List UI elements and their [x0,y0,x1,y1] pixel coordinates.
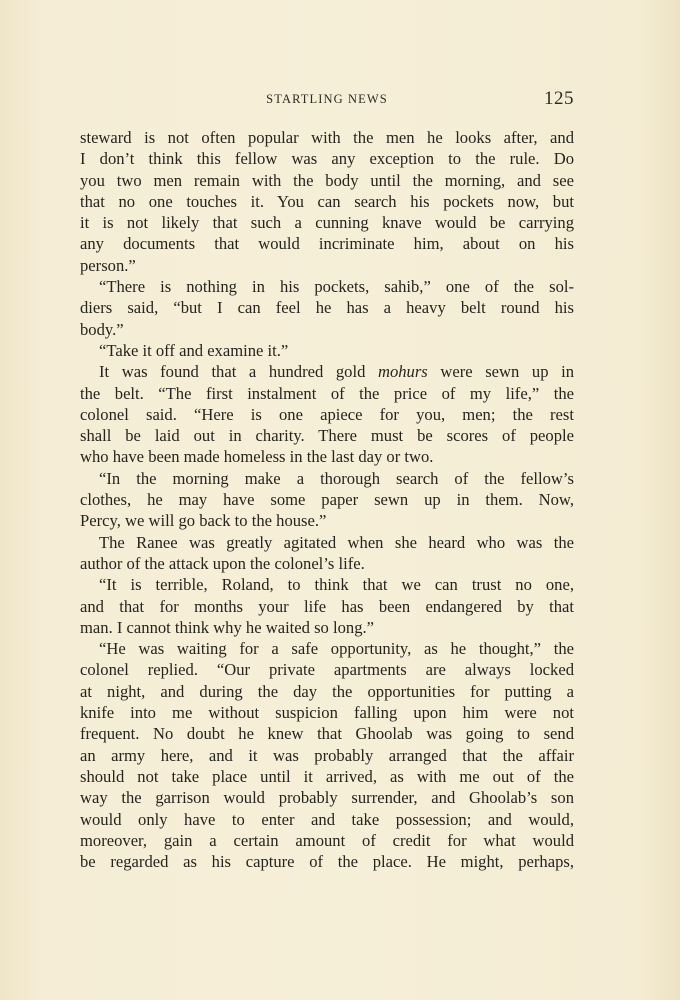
body-text [80,127,574,872]
text-line: any documents that would incriminate him, about on his [80,234,574,254]
text-line: colonel replied. “Our private apartments are always locked [80,660,574,680]
running-header [80,88,574,112]
text-line: steward is not often popular with the men he looks after, and [80,128,574,147]
text-line: “There is nothing in his pockets, sahib,” one of the sol- [99,277,574,297]
text-line: diers said, “but I can feel he has a heavy belt round his [80,298,574,318]
text-line: man. I cannot think why he waited so long.” [80,617,375,637]
text-line: colonel said. “Here is one apiece for you, men; the rest [80,404,574,424]
text-line: and that for months your life has been endangered by that [80,596,574,616]
text-line: body.” [80,319,124,339]
italic-word: mohurs [377,362,428,382]
text-line: It was found that a hundred gold mohurs were sewn up in [99,362,574,382]
text-line: shall be laid out in charity. There must be scores of people [80,426,574,446]
text-line: should not take place until it arrived, as with me out of the [80,766,574,786]
text-line: author of the attack upon the colonel’s life. [80,553,365,573]
text-line: knife into me without suspicion falling upon him were not [80,703,574,723]
text-line: who have been made homeless in the last day or two. [80,447,434,467]
text-line: at night, and during the day the opportunities for putting a [80,681,574,701]
text-line: way the garrison would probably surrender, and Ghoolab’s son [80,788,574,808]
text-line: frequent. No doubt he knew that Ghoolab was going to send [80,724,574,744]
text-line: you two men remain with the body until the morning, and see [80,170,574,190]
text-line: the belt. “The first instalment of the price of my life,” the [80,383,574,403]
text-line: moreover, gain a certain amount of credit for what would [80,830,574,850]
text-line: The Ranee was greatly agitated when she heard who was the [99,532,574,552]
text-line: Percy, we will go back to the house.” [80,511,327,531]
text-line: “Take it off and examine it.” [99,340,289,360]
text-line: it is not likely that such a cunning knave would be carrying [80,213,574,233]
text-line: that no one touches it. You can search his pockets now, but [80,191,574,211]
text-line: an army here, and it was probably arranged that the affair [80,745,574,765]
text-line: “It is terrible, Roland, to think that we can trust no one, [99,575,574,595]
text-line: person.” [80,255,136,275]
text-line: “In the morning make a thorough search of the fellow’s [99,468,574,488]
text-line: clothes, he may have some paper sewn up in them. Now, [80,490,574,510]
text-line: “He was waiting for a safe opportunity, as he thought,” the [99,639,574,659]
page-number: 125 [544,88,574,109]
text-line: I don’t think this fellow was any exception to the rule. Do [80,149,574,169]
text-line: be regarded as his capture of the place. He might, perhaps, [80,852,574,872]
text-line: would only have to enter and take possession; and would, [80,809,574,829]
running-title: STARTLING NEWS [266,92,388,106]
